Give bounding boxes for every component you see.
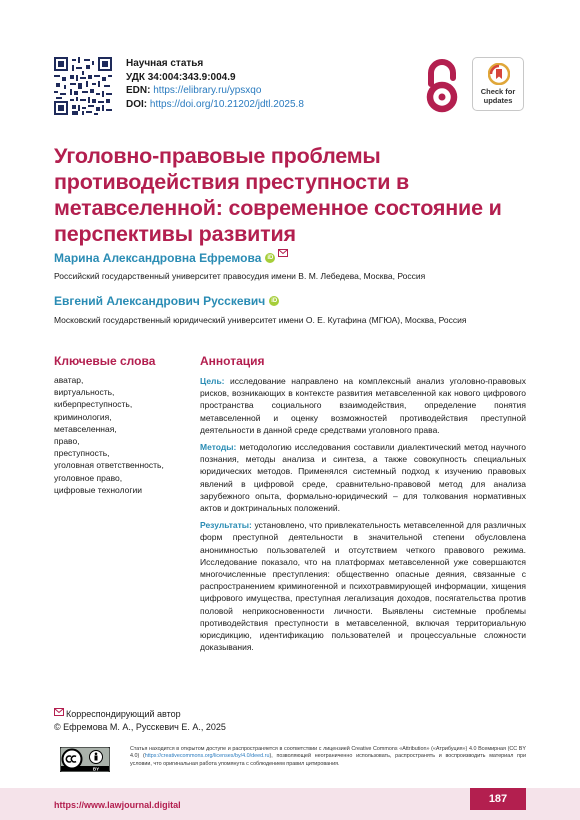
udc-code: УДК 34:004:343.9:004.9 — [126, 71, 236, 83]
keyword-item: киберпреступность, — [54, 399, 133, 410]
methods-label: Методы: — [200, 442, 237, 453]
author-1-affiliation: Российский государственный университет правосудия имени В. М. Лебедева, Москва, Россия — [54, 271, 426, 281]
license-link[interactable]: https://creativecommons.org/licenses/by/4.0/deed.ru — [144, 753, 270, 760]
author-1 — [54, 249, 288, 267]
goal-label: Цель: — [200, 376, 225, 386]
author-2-affiliation: Московский государственный юридический университет имени О. Е. Кутафина (МГЮА), Москва, Россия — [54, 315, 467, 325]
keyword-item: цифровые технологии — [54, 484, 142, 495]
cc-by-license-icon[interactable] — [60, 747, 110, 772]
keyword-item: уголовная ответственность, — [54, 460, 164, 471]
author-1-name: Марина Александровна Ефремова — [54, 251, 262, 265]
edn-label: EDN: — [126, 85, 151, 96]
abstract-body — [200, 375, 526, 658]
orcid-icon[interactable]: iD — [271, 297, 278, 304]
abstract-results — [200, 519, 526, 653]
goal-text: исследование направлено на комплексный анализ уголовно-правовых рисков, возникающих в контексте развития метавселенной как нового цифрового пространства социального взаимодействия, определение понятия метавселенной и оценку возможностей противодействия преступной деятельности в данной среде средствами уголовного права. — [200, 376, 526, 435]
results-text: установлено, что привлекательность метавселенной для различных форм преступной деятельности в значительной степени обусловлена анонимностью пользователей и отсутствием четкого правового режима. Исследование показало, что на платформах метавселенной уже совершаются многочисленные преступления: общественно опасные деяния, связанные с распространением криминогенной и психотравмирующей информации, хищения цифрового имущества, преступная легализация доходов, посягательства против половой неприкосновенности личности. Выявлены системные проблемы противодействия преступности в метавселенной, включая территориальную юрисдикцию, идентификацию пользователей и процессуальные сложности доказывания. — [200, 520, 526, 653]
author-2 — [54, 292, 279, 310]
bookmark-icon — [488, 63, 510, 85]
open-access-icon — [420, 56, 464, 114]
article-type: Научная статья — [126, 58, 204, 69]
qr-code — [54, 57, 112, 115]
correspondence-block — [54, 708, 226, 734]
article-meta — [126, 57, 304, 111]
keyword-item: аватар, — [54, 375, 84, 385]
keywords-heading: Ключевые слова — [54, 354, 156, 368]
abstract-goal — [200, 375, 526, 436]
edn-link[interactable]: https://elibrary.ru/ypsxqo — [153, 85, 262, 96]
keyword-item: виртуальность, — [54, 387, 115, 398]
abstract-heading: Аннотация — [200, 354, 265, 368]
doi-link[interactable]: https://doi.org/10.21202/jdtl.2025.8 — [149, 98, 304, 110]
check-for-updates-badge[interactable] — [472, 57, 524, 111]
envelope-icon — [54, 708, 64, 716]
abstract-methods — [200, 441, 526, 514]
results-label: Результаты: — [200, 520, 252, 531]
article-title: Уголовно-правовые проблемы противодействия преступности в метавселенной: современное состояние и перспективы развития — [54, 144, 502, 246]
keyword-item: уголовное право, — [54, 472, 123, 483]
keyword-item: метавселенная, — [54, 423, 117, 434]
keyword-item: право, — [54, 436, 80, 447]
page-number: 187 — [470, 788, 526, 810]
envelope-icon[interactable] — [278, 249, 288, 257]
copyright-note: © Ефремова М. А., Русскевич Е. А., 2025 — [54, 722, 226, 732]
keyword-item: криминология, — [54, 411, 112, 422]
license-text: Статья находится в открытом доступе и распространяется в соответствии с лицензией Creative Commons «Attribution» («Атрибуция») 4.0 Всемирная (CC BY 4.0) (https://creativecommons.org/licenses/by/4.0/deed.ru), позволяющей неограниченно использовать, распространять и воспроизводить материал при условии, что оригинальная работа упомянута с соблюдением правил цитирования. — [130, 746, 526, 767]
svg-text:BY: BY — [92, 766, 100, 772]
correspondence-note: Корреспондирующий автор — [66, 709, 181, 719]
keyword-item: преступность, — [54, 448, 110, 459]
journal-url-link[interactable]: https://www.lawjournal.digital — [54, 800, 181, 810]
orcid-icon[interactable]: iD — [267, 254, 274, 261]
check-for-updates-label: Check for updates — [480, 87, 516, 105]
author-2-name: Евгений Александрович Русскевич — [54, 294, 266, 308]
doi-label: DOI: — [126, 98, 148, 110]
keywords-list — [54, 374, 164, 496]
methods-text: методологию исследования составили диалектический метод научного познания, методы анализа и синтеза, а также совокупность специальных юридических методов. Применялся системный подход к изучению правовых явлений в цифровой среде, сравнительно-правовой метод для анализа зарубежного опыта, формально-юридический – для толкования нормативных актов и доктринальных положений. — [200, 442, 526, 514]
